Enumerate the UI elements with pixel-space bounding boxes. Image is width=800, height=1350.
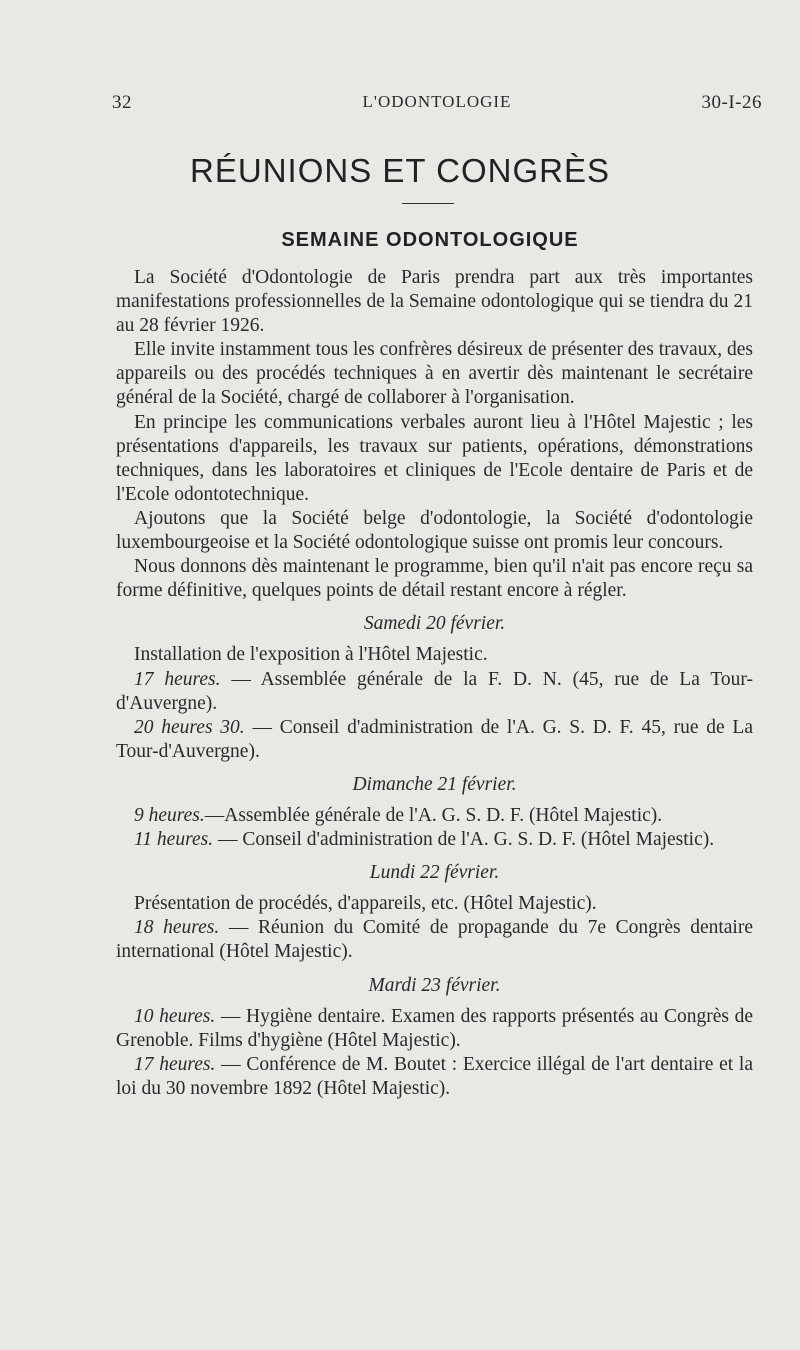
entry-time: 17 heures. bbox=[134, 668, 221, 690]
entry-text: — Hygiène dentaire. Examen des rapports présentés au Congrès de Grenoble. Films d'hygiène (Hôtel Majestic). bbox=[116, 1005, 753, 1051]
entry-text: — Assemblée générale de la F. D. N. (45, rue de La Tour-d'Auvergne). bbox=[116, 668, 753, 714]
entry-time: 17 heures. bbox=[134, 1053, 216, 1075]
schedule-entry bbox=[116, 1005, 753, 1053]
entry-time: 9 heures. bbox=[134, 804, 205, 826]
entry-text: — Conseil d'administration de l'A. G. S. D. F. 45, rue de La Tour-d'Auvergne). bbox=[116, 716, 753, 762]
schedule-day-heading: Lundi 22 février. bbox=[369, 862, 500, 884]
entry-time: 11 heures. bbox=[134, 829, 214, 851]
paragraph: Nous donnons dès maintenant le programme, bien qu'il n'ait pas encore reçu sa forme définitive, quelques points de détail restant encore à régler. bbox=[116, 556, 753, 602]
running-header bbox=[112, 92, 762, 122]
entry-time: 18 heures. bbox=[134, 917, 220, 939]
section-title: RÉUNIONS ET CONGRÈS bbox=[190, 152, 610, 189]
schedule-entry bbox=[116, 668, 753, 716]
entry-text: Présentation de procédés, d'appareils, etc. (Hôtel Majestic). bbox=[134, 893, 597, 915]
schedule-entry bbox=[116, 716, 753, 764]
schedule-entry bbox=[116, 916, 753, 964]
schedule-day-heading: Mardi 23 février. bbox=[368, 974, 501, 996]
entry-text: Installation de l'exposition à l'Hôtel Majestic. bbox=[134, 644, 488, 666]
schedule-day-heading: Samedi 20 février. bbox=[363, 613, 506, 635]
schedule-entry bbox=[116, 804, 753, 828]
paragraph: Elle invite instamment tous les confrères désireux de présenter des travaux, des appareils ou des procédés techniques à en avertir dès maintenant le secrétaire général de la Société, chargé de collaborer à l'organisation. bbox=[116, 339, 753, 409]
article-subtitle: SEMAINE ODONTOLOGIQUE bbox=[281, 229, 579, 251]
schedule-day-heading: Dimanche 21 février. bbox=[352, 773, 517, 795]
entry-text: —Assemblée générale de l'A. G. S. D. F. (Hôtel Majestic). bbox=[204, 804, 663, 826]
schedule-entry bbox=[116, 643, 753, 667]
page-number: 32 bbox=[112, 92, 132, 113]
schedule-entry bbox=[116, 828, 753, 852]
entry-text: — Conseil d'administration de l'A. G. S. D. F. (Hôtel Majestic). bbox=[213, 829, 715, 851]
schedule-entry bbox=[116, 892, 753, 916]
schedule-entry bbox=[116, 1053, 753, 1101]
entry-text: — Réunion du Comité de propagande du 7e Congrès dentaire international (Hôtel Majestic). bbox=[116, 917, 753, 963]
paragraph: En principe les communications verbales auront lieu à l'Hôtel Majestic ; les présentations d'appareils, les travaux sur patients, opérations, démonstrations techniques, dans les laboratoires et cliniques de l'Ecole dentaire de Paris et de l'Ecole odontotechnique. bbox=[116, 411, 753, 505]
entry-text: — Conférence de M. Boutet : Exercice illégal de l'art dentaire et la loi du 30 novembre 1892 (Hôtel Majestic). bbox=[116, 1053, 753, 1099]
article-body bbox=[116, 266, 753, 1101]
journal-name: L'ODONTOLOGIE bbox=[362, 92, 512, 111]
title-divider bbox=[402, 203, 454, 204]
issue-date: 30-I-26 bbox=[701, 92, 762, 113]
paragraph: La Société d'Odontologie de Paris prendra part aux très importantes manifestations professionnelles de la Semaine odontologique qui se tiendra du 21 au 28 février 1926. bbox=[116, 267, 753, 337]
entry-time: 10 heures. bbox=[134, 1005, 216, 1027]
entry-time: 20 heures 30. bbox=[134, 716, 245, 738]
paragraph: Ajoutons que la Société belge d'odontologie, la Société d'odontologie luxembourgeoise et la Société odontologique suisse ont promis leur concours. bbox=[116, 507, 753, 554]
